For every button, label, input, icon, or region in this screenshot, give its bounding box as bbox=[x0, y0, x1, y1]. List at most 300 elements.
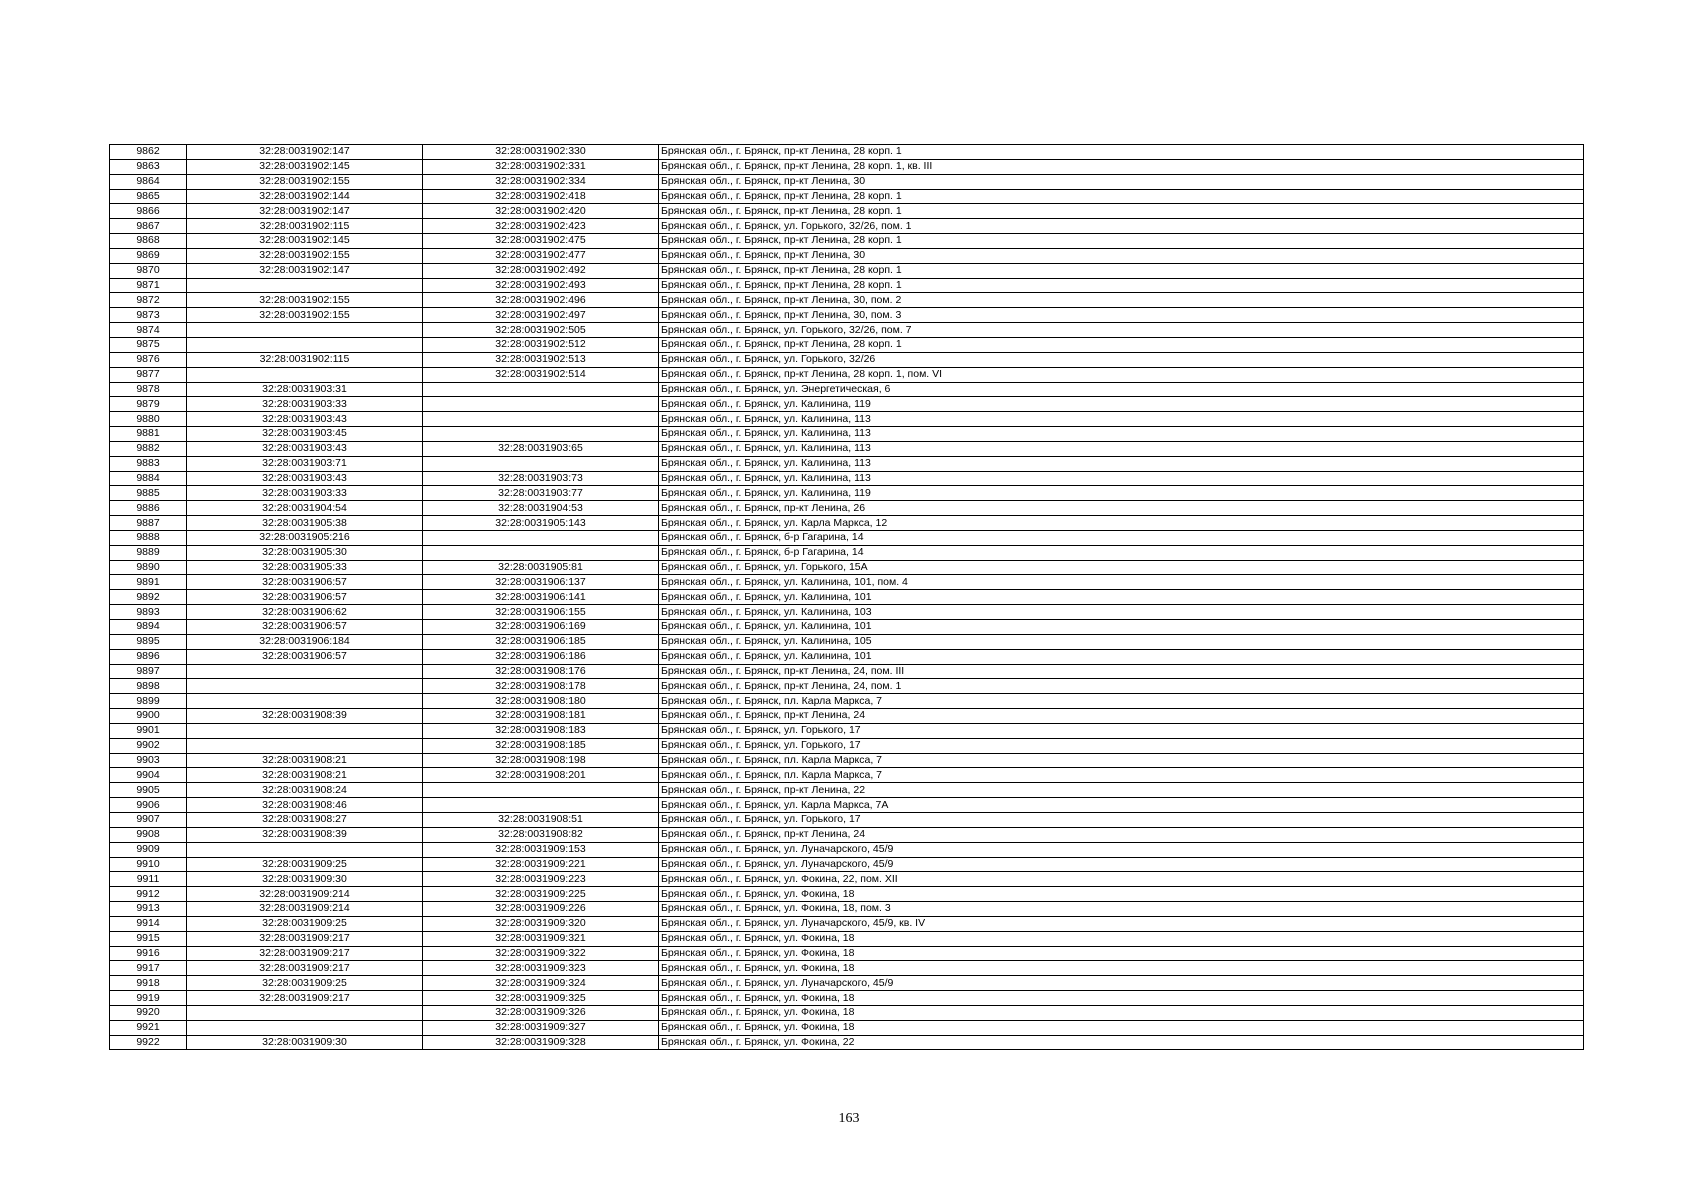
address-cell: Брянская обл., г. Брянск, ул. Калинина, 119 bbox=[659, 397, 1584, 412]
object-cadastral-number-cell bbox=[423, 382, 659, 397]
object-cadastral-number-cell: 32:28:0031908:180 bbox=[423, 694, 659, 709]
object-cadastral-number-cell: 32:28:0031902:492 bbox=[423, 263, 659, 278]
table-row bbox=[110, 219, 1584, 234]
row-number-cell: 9901 bbox=[110, 723, 187, 738]
cadastral-number-cell: 32:28:0031909:30 bbox=[187, 1035, 423, 1050]
address-cell: Брянская обл., г. Брянск, ул. Калинина, 103 bbox=[659, 605, 1584, 620]
cadastral-number-cell: 32:28:0031902:155 bbox=[187, 308, 423, 323]
address-cell: Брянская обл., г. Брянск, ул. Фокина, 22 bbox=[659, 1035, 1584, 1050]
table-row bbox=[110, 694, 1584, 709]
object-cadastral-number-cell: 32:28:0031902:418 bbox=[423, 189, 659, 204]
table-row bbox=[110, 679, 1584, 694]
cadastral-number-cell: 32:28:0031909:30 bbox=[187, 872, 423, 887]
address-cell: Брянская обл., г. Брянск, ул. Горького, 17 bbox=[659, 723, 1584, 738]
cadastral-number-cell bbox=[187, 1005, 423, 1020]
cadastral-number-cell bbox=[187, 367, 423, 382]
object-cadastral-number-cell: 32:28:0031903:77 bbox=[423, 486, 659, 501]
object-cadastral-number-cell: 32:28:0031909:325 bbox=[423, 991, 659, 1006]
cadastral-number-cell: 32:28:0031908:21 bbox=[187, 768, 423, 783]
row-number-cell: 9909 bbox=[110, 842, 187, 857]
object-cadastral-number-cell: 32:28:0031909:323 bbox=[423, 961, 659, 976]
cadastral-number-cell: 32:28:0031902:147 bbox=[187, 145, 423, 160]
address-cell: Брянская обл., г. Брянск, пр-кт Ленина, 24, пом. III bbox=[659, 664, 1584, 679]
cadastral-number-cell: 32:28:0031902:115 bbox=[187, 219, 423, 234]
table-row bbox=[110, 174, 1584, 189]
address-cell: Брянская обл., г. Брянск, ул. Фокина, 18 bbox=[659, 1005, 1584, 1020]
table-row bbox=[110, 709, 1584, 724]
cadastral-number-cell bbox=[187, 694, 423, 709]
object-cadastral-number-cell: 32:28:0031906:155 bbox=[423, 605, 659, 620]
table-row bbox=[110, 827, 1584, 842]
address-cell: Брянская обл., г. Брянск, пр-кт Ленина, 30 bbox=[659, 248, 1584, 263]
table-row bbox=[110, 352, 1584, 367]
object-cadastral-number-cell: 32:28:0031906:141 bbox=[423, 590, 659, 605]
row-number-cell: 9890 bbox=[110, 560, 187, 575]
table-row bbox=[110, 189, 1584, 204]
object-cadastral-number-cell: 32:28:0031909:322 bbox=[423, 946, 659, 961]
row-number-cell: 9907 bbox=[110, 812, 187, 827]
table-row bbox=[110, 516, 1584, 531]
address-cell: Брянская обл., г. Брянск, пр-кт Ленина, 28 корп. 1, кв. III bbox=[659, 159, 1584, 174]
object-cadastral-number-cell: 32:28:0031909:320 bbox=[423, 916, 659, 931]
row-number-cell: 9891 bbox=[110, 575, 187, 590]
cadastral-number-cell: 32:28:0031909:214 bbox=[187, 902, 423, 917]
cadastral-number-cell: 32:28:0031903:43 bbox=[187, 471, 423, 486]
row-number-cell: 9871 bbox=[110, 278, 187, 293]
object-cadastral-number-cell: 32:28:0031902:331 bbox=[423, 159, 659, 174]
table-row bbox=[110, 501, 1584, 516]
address-cell: Брянская обл., г. Брянск, ул. Калинина, 105 bbox=[659, 634, 1584, 649]
address-cell: Брянская обл., г. Брянск, ул. Фокина, 18 bbox=[659, 946, 1584, 961]
row-number-cell: 9898 bbox=[110, 679, 187, 694]
table-row bbox=[110, 427, 1584, 442]
row-number-cell: 9918 bbox=[110, 976, 187, 991]
row-number-cell: 9872 bbox=[110, 293, 187, 308]
row-number-cell: 9868 bbox=[110, 234, 187, 249]
object-cadastral-number-cell: 32:28:0031909:153 bbox=[423, 842, 659, 857]
address-cell: Брянская обл., г. Брянск, пр-кт Ленина, 28 корп. 1 bbox=[659, 234, 1584, 249]
cadastral-number-cell: 32:28:0031906:57 bbox=[187, 649, 423, 664]
table-row bbox=[110, 946, 1584, 961]
row-number-cell: 9910 bbox=[110, 857, 187, 872]
cadastral-number-cell: 32:28:0031903:33 bbox=[187, 397, 423, 412]
row-number-cell: 9896 bbox=[110, 649, 187, 664]
address-cell: Брянская обл., г. Брянск, ул. Луначарского, 45/9, кв. IV bbox=[659, 916, 1584, 931]
table-row bbox=[110, 1020, 1584, 1035]
table-row bbox=[110, 397, 1584, 412]
address-cell: Брянская обл., г. Брянск, ул. Калинина, 113 bbox=[659, 471, 1584, 486]
cadastral-number-cell: 32:28:0031908:21 bbox=[187, 753, 423, 768]
object-cadastral-number-cell: 32:28:0031902:475 bbox=[423, 234, 659, 249]
table-row bbox=[110, 991, 1584, 1006]
object-cadastral-number-cell bbox=[423, 798, 659, 813]
table-row bbox=[110, 575, 1584, 590]
table-row bbox=[110, 471, 1584, 486]
row-number-cell: 9912 bbox=[110, 887, 187, 902]
cadastral-number-cell bbox=[187, 738, 423, 753]
address-cell: Брянская обл., г. Брянск, ул. Калинина, 101 bbox=[659, 649, 1584, 664]
row-number-cell: 9902 bbox=[110, 738, 187, 753]
cadastral-number-cell: 32:28:0031906:57 bbox=[187, 590, 423, 605]
table-row bbox=[110, 620, 1584, 635]
address-cell: Брянская обл., г. Брянск, ул. Энергетическая, 6 bbox=[659, 382, 1584, 397]
cadastral-number-cell: 32:28:0031905:30 bbox=[187, 545, 423, 560]
row-number-cell: 9893 bbox=[110, 605, 187, 620]
cadastral-number-cell: 32:28:0031902:147 bbox=[187, 204, 423, 219]
object-cadastral-number-cell: 32:28:0031902:505 bbox=[423, 323, 659, 338]
table-row bbox=[110, 560, 1584, 575]
row-number-cell: 9883 bbox=[110, 456, 187, 471]
object-cadastral-number-cell: 32:28:0031906:185 bbox=[423, 634, 659, 649]
object-cadastral-number-cell: 32:28:0031909:328 bbox=[423, 1035, 659, 1050]
table-row bbox=[110, 931, 1584, 946]
cadastral-number-cell: 32:28:0031909:25 bbox=[187, 916, 423, 931]
table-row bbox=[110, 323, 1584, 338]
cadastral-number-cell bbox=[187, 664, 423, 679]
address-cell: Брянская обл., г. Брянск, б-р Гагарина, 14 bbox=[659, 545, 1584, 560]
row-number-cell: 9899 bbox=[110, 694, 187, 709]
row-number-cell: 9864 bbox=[110, 174, 187, 189]
cadastral-number-cell: 32:28:0031902:115 bbox=[187, 352, 423, 367]
row-number-cell: 9863 bbox=[110, 159, 187, 174]
table-row bbox=[110, 753, 1584, 768]
table-row bbox=[110, 1005, 1584, 1020]
cadastral-number-cell: 32:28:0031908:39 bbox=[187, 709, 423, 724]
row-number-cell: 9881 bbox=[110, 427, 187, 442]
object-cadastral-number-cell: 32:28:0031905:143 bbox=[423, 516, 659, 531]
address-cell: Брянская обл., г. Брянск, пр-кт Ленина, 24 bbox=[659, 709, 1584, 724]
object-cadastral-number-cell: 32:28:0031908:201 bbox=[423, 768, 659, 783]
object-cadastral-number-cell: 32:28:0031908:183 bbox=[423, 723, 659, 738]
cadastral-number-cell: 32:28:0031903:33 bbox=[187, 486, 423, 501]
table-row bbox=[110, 278, 1584, 293]
cadastral-number-cell: 32:28:0031906:62 bbox=[187, 605, 423, 620]
object-cadastral-number-cell: 32:28:0031903:65 bbox=[423, 441, 659, 456]
table-row bbox=[110, 768, 1584, 783]
address-cell: Брянская обл., г. Брянск, ул. Карла Маркса, 7А bbox=[659, 798, 1584, 813]
address-cell: Брянская обл., г. Брянск, пр-кт Ленина, 28 корп. 1 bbox=[659, 278, 1584, 293]
cadastral-number-cell: 32:28:0031903:45 bbox=[187, 427, 423, 442]
table-row bbox=[110, 605, 1584, 620]
address-cell: Брянская обл., г. Брянск, пл. Карла Маркса, 7 bbox=[659, 694, 1584, 709]
address-cell: Брянская обл., г. Брянск, пр-кт Ленина, 30, пом. 2 bbox=[659, 293, 1584, 308]
cadastral-number-cell: 32:28:0031902:147 bbox=[187, 263, 423, 278]
row-number-cell: 9866 bbox=[110, 204, 187, 219]
object-cadastral-number-cell: 32:28:0031909:327 bbox=[423, 1020, 659, 1035]
object-cadastral-number-cell: 32:28:0031909:225 bbox=[423, 887, 659, 902]
row-number-cell: 9903 bbox=[110, 753, 187, 768]
object-cadastral-number-cell: 32:28:0031902:477 bbox=[423, 248, 659, 263]
object-cadastral-number-cell bbox=[423, 783, 659, 798]
cadastral-number-cell: 32:28:0031902:145 bbox=[187, 159, 423, 174]
address-cell: Брянская обл., г. Брянск, ул. Горького, 32/26 bbox=[659, 352, 1584, 367]
row-number-cell: 9906 bbox=[110, 798, 187, 813]
row-number-cell: 9914 bbox=[110, 916, 187, 931]
row-number-cell: 9869 bbox=[110, 248, 187, 263]
cadastral-number-cell: 32:28:0031908:39 bbox=[187, 827, 423, 842]
address-cell: Брянская обл., г. Брянск, ул. Калинина, 101 bbox=[659, 590, 1584, 605]
object-cadastral-number-cell: 32:28:0031902:423 bbox=[423, 219, 659, 234]
table-row bbox=[110, 738, 1584, 753]
object-cadastral-number-cell: 32:28:0031908:176 bbox=[423, 664, 659, 679]
object-cadastral-number-cell: 32:28:0031902:497 bbox=[423, 308, 659, 323]
cadastral-number-cell: 32:28:0031903:43 bbox=[187, 441, 423, 456]
address-cell: Брянская обл., г. Брянск, ул. Горького, 17 bbox=[659, 738, 1584, 753]
table-row bbox=[110, 783, 1584, 798]
object-cadastral-number-cell: 32:28:0031908:185 bbox=[423, 738, 659, 753]
address-cell: Брянская обл., г. Брянск, ул. Горького, 17 bbox=[659, 812, 1584, 827]
table-row bbox=[110, 634, 1584, 649]
row-number-cell: 9885 bbox=[110, 486, 187, 501]
row-number-cell: 9904 bbox=[110, 768, 187, 783]
address-cell: Брянская обл., г. Брянск, ул. Карла Маркса, 12 bbox=[659, 516, 1584, 531]
row-number-cell: 9875 bbox=[110, 337, 187, 352]
object-cadastral-number-cell: 32:28:0031909:326 bbox=[423, 1005, 659, 1020]
address-cell: Брянская обл., г. Брянск, пр-кт Ленина, 28 корп. 1 bbox=[659, 145, 1584, 160]
cadastral-number-cell: 32:28:0031902:155 bbox=[187, 248, 423, 263]
table-row bbox=[110, 412, 1584, 427]
row-number-cell: 9879 bbox=[110, 397, 187, 412]
address-cell: Брянская обл., г. Брянск, пр-кт Ленина, 22 bbox=[659, 783, 1584, 798]
table-row bbox=[110, 159, 1584, 174]
object-cadastral-number-cell bbox=[423, 412, 659, 427]
table-row bbox=[110, 308, 1584, 323]
object-cadastral-number-cell: 32:28:0031904:53 bbox=[423, 501, 659, 516]
cadastral-number-cell: 32:28:0031909:217 bbox=[187, 961, 423, 976]
object-cadastral-number-cell bbox=[423, 456, 659, 471]
cadastral-number-cell: 32:28:0031909:217 bbox=[187, 946, 423, 961]
object-cadastral-number-cell: 32:28:0031903:73 bbox=[423, 471, 659, 486]
address-cell: Брянская обл., г. Брянск, ул. Калинина, 113 bbox=[659, 427, 1584, 442]
address-cell: Брянская обл., г. Брянск, пр-кт Ленина, 30 bbox=[659, 174, 1584, 189]
address-cell: Брянская обл., г. Брянск, пл. Карла Маркса, 7 bbox=[659, 768, 1584, 783]
row-number-cell: 9870 bbox=[110, 263, 187, 278]
registry-table bbox=[109, 144, 1584, 1050]
cadastral-number-cell bbox=[187, 842, 423, 857]
object-cadastral-number-cell: 32:28:0031902:334 bbox=[423, 174, 659, 189]
cadastral-number-cell: 32:28:0031902:145 bbox=[187, 234, 423, 249]
object-cadastral-number-cell: 32:28:0031908:82 bbox=[423, 827, 659, 842]
row-number-cell: 9867 bbox=[110, 219, 187, 234]
address-cell: Брянская обл., г. Брянск, ул. Луначарского, 45/9 bbox=[659, 842, 1584, 857]
table-row bbox=[110, 916, 1584, 931]
address-cell: Брянская обл., г. Брянск, пр-кт Ленина, 28 корп. 1 bbox=[659, 337, 1584, 352]
address-cell: Брянская обл., г. Брянск, пр-кт Ленина, 28 корп. 1 bbox=[659, 263, 1584, 278]
cadastral-number-cell: 32:28:0031903:31 bbox=[187, 382, 423, 397]
cadastral-number-cell bbox=[187, 723, 423, 738]
object-cadastral-number-cell: 32:28:0031902:514 bbox=[423, 367, 659, 382]
object-cadastral-number-cell: 32:28:0031909:321 bbox=[423, 931, 659, 946]
cadastral-number-cell: 32:28:0031908:46 bbox=[187, 798, 423, 813]
registry-table-body bbox=[110, 145, 1584, 1050]
row-number-cell: 9911 bbox=[110, 872, 187, 887]
cadastral-number-cell: 32:28:0031906:184 bbox=[187, 634, 423, 649]
cadastral-number-cell: 32:28:0031909:217 bbox=[187, 991, 423, 1006]
address-cell: Брянская обл., г. Брянск, ул. Луначарского, 45/9 bbox=[659, 976, 1584, 991]
row-number-cell: 9886 bbox=[110, 501, 187, 516]
row-number-cell: 9877 bbox=[110, 367, 187, 382]
address-cell: Брянская обл., г. Брянск, пр-кт Ленина, 24 bbox=[659, 827, 1584, 842]
object-cadastral-number-cell: 32:28:0031902:512 bbox=[423, 337, 659, 352]
cadastral-number-cell bbox=[187, 337, 423, 352]
table-row bbox=[110, 812, 1584, 827]
row-number-cell: 9862 bbox=[110, 145, 187, 160]
cadastral-number-cell: 32:28:0031908:24 bbox=[187, 783, 423, 798]
cadastral-number-cell bbox=[187, 278, 423, 293]
address-cell: Брянская обл., г. Брянск, ул. Калинина, 113 bbox=[659, 441, 1584, 456]
table-row bbox=[110, 145, 1584, 160]
cadastral-number-cell: 32:28:0031909:217 bbox=[187, 931, 423, 946]
object-cadastral-number-cell: 32:28:0031902:513 bbox=[423, 352, 659, 367]
cadastral-number-cell: 32:28:0031905:33 bbox=[187, 560, 423, 575]
address-cell: Брянская обл., г. Брянск, ул. Калинина, 119 bbox=[659, 486, 1584, 501]
table-row bbox=[110, 367, 1584, 382]
row-number-cell: 9897 bbox=[110, 664, 187, 679]
cadastral-number-cell: 32:28:0031903:43 bbox=[187, 412, 423, 427]
address-cell: Брянская обл., г. Брянск, ул. Фокина, 18 bbox=[659, 991, 1584, 1006]
cadastral-number-cell: 32:28:0031902:155 bbox=[187, 293, 423, 308]
cadastral-number-cell bbox=[187, 323, 423, 338]
address-cell: Брянская обл., г. Брянск, ул. Фокина, 18 bbox=[659, 961, 1584, 976]
object-cadastral-number-cell: 32:28:0031909:221 bbox=[423, 857, 659, 872]
row-number-cell: 9922 bbox=[110, 1035, 187, 1050]
row-number-cell: 9880 bbox=[110, 412, 187, 427]
row-number-cell: 9876 bbox=[110, 352, 187, 367]
cadastral-number-cell: 32:28:0031905:38 bbox=[187, 516, 423, 531]
address-cell: Брянская обл., г. Брянск, ул. Калинина, 113 bbox=[659, 412, 1584, 427]
table-row bbox=[110, 872, 1584, 887]
cadastral-number-cell: 32:28:0031909:25 bbox=[187, 976, 423, 991]
object-cadastral-number-cell bbox=[423, 397, 659, 412]
address-cell: Брянская обл., г. Брянск, ул. Луначарского, 45/9 bbox=[659, 857, 1584, 872]
address-cell: Брянская обл., г. Брянск, пр-кт Ленина, 28 корп. 1, пом. VI bbox=[659, 367, 1584, 382]
row-number-cell: 9915 bbox=[110, 931, 187, 946]
row-number-cell: 9878 bbox=[110, 382, 187, 397]
table-row bbox=[110, 545, 1584, 560]
address-cell: Брянская обл., г. Брянск, пр-кт Ленина, 28 корп. 1 bbox=[659, 204, 1584, 219]
object-cadastral-number-cell: 32:28:0031906:137 bbox=[423, 575, 659, 590]
table-row bbox=[110, 887, 1584, 902]
row-number-cell: 9888 bbox=[110, 530, 187, 545]
address-cell: Брянская обл., г. Брянск, ул. Калинина, 101, пом. 4 bbox=[659, 575, 1584, 590]
row-number-cell: 9917 bbox=[110, 961, 187, 976]
object-cadastral-number-cell: 32:28:0031906:169 bbox=[423, 620, 659, 635]
object-cadastral-number-cell: 32:28:0031908:51 bbox=[423, 812, 659, 827]
table-row bbox=[110, 234, 1584, 249]
object-cadastral-number-cell: 32:28:0031902:496 bbox=[423, 293, 659, 308]
address-cell: Брянская обл., г. Брянск, ул. Фокина, 18 bbox=[659, 887, 1584, 902]
row-number-cell: 9916 bbox=[110, 946, 187, 961]
cadastral-number-cell: 32:28:0031903:71 bbox=[187, 456, 423, 471]
table-row bbox=[110, 1035, 1584, 1050]
row-number-cell: 9913 bbox=[110, 902, 187, 917]
cadastral-number-cell bbox=[187, 679, 423, 694]
address-cell: Брянская обл., г. Брянск, ул. Горького, 32/26, пом. 7 bbox=[659, 323, 1584, 338]
row-number-cell: 9921 bbox=[110, 1020, 187, 1035]
row-number-cell: 9894 bbox=[110, 620, 187, 635]
table-row bbox=[110, 857, 1584, 872]
cadastral-number-cell: 32:28:0031906:57 bbox=[187, 620, 423, 635]
row-number-cell: 9919 bbox=[110, 991, 187, 1006]
address-cell: Брянская обл., г. Брянск, ул. Калинина, 101 bbox=[659, 620, 1584, 635]
address-cell: Брянская обл., г. Брянск, ул. Фокина, 18 bbox=[659, 931, 1584, 946]
address-cell: Брянская обл., г. Брянск, б-р Гагарина, 14 bbox=[659, 530, 1584, 545]
row-number-cell: 9920 bbox=[110, 1005, 187, 1020]
cadastral-number-cell: 32:28:0031906:57 bbox=[187, 575, 423, 590]
table-row bbox=[110, 293, 1584, 308]
cadastral-number-cell bbox=[187, 1020, 423, 1035]
address-cell: Брянская обл., г. Брянск, ул. Фокина, 18, пом. 3 bbox=[659, 902, 1584, 917]
table-row bbox=[110, 590, 1584, 605]
table-row bbox=[110, 798, 1584, 813]
table-row bbox=[110, 248, 1584, 263]
table-row bbox=[110, 263, 1584, 278]
object-cadastral-number-cell bbox=[423, 427, 659, 442]
cadastral-number-cell: 32:28:0031909:25 bbox=[187, 857, 423, 872]
object-cadastral-number-cell bbox=[423, 530, 659, 545]
object-cadastral-number-cell: 32:28:0031908:178 bbox=[423, 679, 659, 694]
row-number-cell: 9908 bbox=[110, 827, 187, 842]
object-cadastral-number-cell bbox=[423, 545, 659, 560]
table-row bbox=[110, 337, 1584, 352]
row-number-cell: 9882 bbox=[110, 441, 187, 456]
address-cell: Брянская обл., г. Брянск, пр-кт Ленина, 30, пом. 3 bbox=[659, 308, 1584, 323]
row-number-cell: 9905 bbox=[110, 783, 187, 798]
address-cell: Брянская обл., г. Брянск, ул. Фокина, 18 bbox=[659, 1020, 1584, 1035]
table-row bbox=[110, 961, 1584, 976]
address-cell: Брянская обл., г. Брянск, пр-кт Ленина, 26 bbox=[659, 501, 1584, 516]
cadastral-number-cell: 32:28:0031908:27 bbox=[187, 812, 423, 827]
table-row bbox=[110, 441, 1584, 456]
cadastral-number-cell: 32:28:0031902:155 bbox=[187, 174, 423, 189]
address-cell: Брянская обл., г. Брянск, ул. Калинина, 113 bbox=[659, 456, 1584, 471]
cadastral-number-cell: 32:28:0031904:54 bbox=[187, 501, 423, 516]
address-cell: Брянская обл., г. Брянск, ул. Фокина, 22, пом. XII bbox=[659, 872, 1584, 887]
cadastral-number-cell: 32:28:0031909:214 bbox=[187, 887, 423, 902]
row-number-cell: 9874 bbox=[110, 323, 187, 338]
row-number-cell: 9900 bbox=[110, 709, 187, 724]
table-row bbox=[110, 664, 1584, 679]
address-cell: Брянская обл., г. Брянск, пр-кт Ленина, 28 корп. 1 bbox=[659, 189, 1584, 204]
address-cell: Брянская обл., г. Брянск, ул. Горького, 15А bbox=[659, 560, 1584, 575]
object-cadastral-number-cell: 32:28:0031909:223 bbox=[423, 872, 659, 887]
table-row bbox=[110, 382, 1584, 397]
object-cadastral-number-cell: 32:28:0031909:226 bbox=[423, 902, 659, 917]
cadastral-number-cell: 32:28:0031905:216 bbox=[187, 530, 423, 545]
object-cadastral-number-cell: 32:28:0031902:420 bbox=[423, 204, 659, 219]
table-row bbox=[110, 204, 1584, 219]
object-cadastral-number-cell: 32:28:0031908:181 bbox=[423, 709, 659, 724]
cadastral-number-cell: 32:28:0031902:144 bbox=[187, 189, 423, 204]
row-number-cell: 9873 bbox=[110, 308, 187, 323]
table-row bbox=[110, 530, 1584, 545]
page-number: 163 bbox=[838, 1111, 860, 1126]
address-cell: Брянская обл., г. Брянск, пр-кт Ленина, 24, пом. 1 bbox=[659, 679, 1584, 694]
table-row bbox=[110, 649, 1584, 664]
table-row bbox=[110, 842, 1584, 857]
object-cadastral-number-cell: 32:28:0031902:330 bbox=[423, 145, 659, 160]
object-cadastral-number-cell: 32:28:0031908:198 bbox=[423, 753, 659, 768]
object-cadastral-number-cell: 32:28:0031906:186 bbox=[423, 649, 659, 664]
address-cell: Брянская обл., г. Брянск, ул. Горького, 32/26, пом. 1 bbox=[659, 219, 1584, 234]
table-row bbox=[110, 456, 1584, 471]
table-row bbox=[110, 976, 1584, 991]
object-cadastral-number-cell: 32:28:0031909:324 bbox=[423, 976, 659, 991]
row-number-cell: 9892 bbox=[110, 590, 187, 605]
object-cadastral-number-cell: 32:28:0031905:81 bbox=[423, 560, 659, 575]
object-cadastral-number-cell: 32:28:0031902:493 bbox=[423, 278, 659, 293]
row-number-cell: 9895 bbox=[110, 634, 187, 649]
